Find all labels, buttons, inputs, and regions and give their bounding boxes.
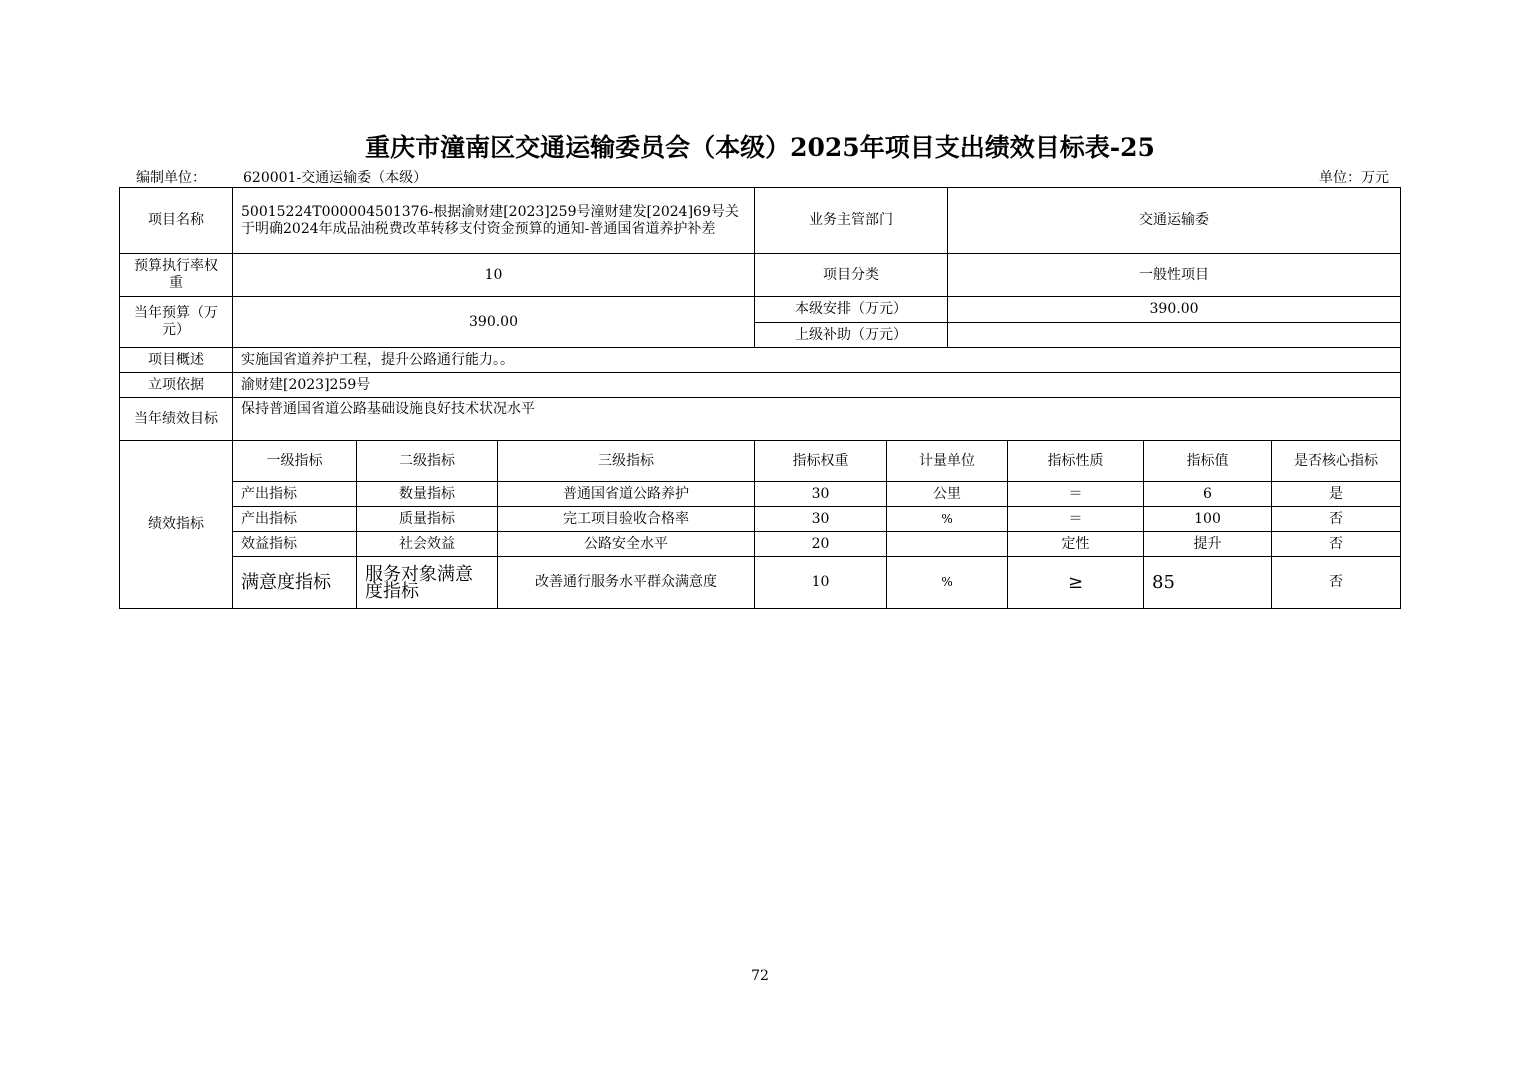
overview-value: 实施国省道养护工程，提升公路通行能力。。 [233, 348, 1401, 373]
cell-unit: 公里 [887, 482, 1008, 507]
category-label: 项目分类 [755, 254, 948, 297]
unit-value: 620001-交通运输委（本级） [243, 170, 428, 186]
cell-level2: 服务对象满意度指标 [357, 557, 498, 609]
cell-level1: 产出指标 [233, 507, 357, 532]
category-value: 一般性项目 [948, 254, 1401, 297]
indicators-label: 绩效指标 [120, 441, 233, 609]
basis-label: 立项依据 [120, 373, 233, 398]
project-name-value: 50015224T000004501376-根据渝财建[2023]259号潼财建发[2024]69号关于明确2024年成品油税费改革转移支付资金预算的通知-普通国省道养护补差 [233, 188, 755, 254]
cell-unit [887, 532, 1008, 557]
currency-unit: 单位：万元 [1319, 170, 1389, 186]
dept-value: 交通运输委 [948, 188, 1401, 254]
goal-value: 保持普通国省道公路基础设施良好技术状况水平 [233, 398, 1401, 441]
upper-value [948, 323, 1401, 348]
cell-weight: 30 [755, 507, 887, 532]
cell-nature: ＝ [1008, 482, 1144, 507]
table-row [120, 532, 1401, 557]
cell-level2: 社会效益 [357, 532, 498, 557]
table-row [120, 507, 1401, 532]
basis-value: 渝财建[2023]259号 [233, 373, 1401, 398]
cell-value: 85 [1144, 557, 1272, 609]
page-title: 重庆市潼南区交通运输委员会（本级）2025年项目支出绩效目标表-25 [365, 133, 1155, 162]
performance-table [119, 187, 1401, 609]
header-nature: 指标性质 [1008, 441, 1144, 482]
cell-level1: 满意度指标 [233, 557, 357, 609]
cell-level3: 完工项目验收合格率 [498, 507, 755, 532]
project-name-label: 项目名称 [120, 188, 233, 254]
cell-level3: 公路安全水平 [498, 532, 755, 557]
cell-weight: 30 [755, 482, 887, 507]
page-number: 72 [751, 968, 769, 984]
cell-weight: 20 [755, 532, 887, 557]
cell-level2: 数量指标 [357, 482, 498, 507]
table-row [120, 482, 1401, 507]
cell-level3: 改善通行服务水平群众满意度 [498, 557, 755, 609]
budget-label: 当年预算（万元） [120, 297, 233, 348]
header-value: 指标值 [1144, 441, 1272, 482]
cell-weight: 10 [755, 557, 887, 609]
cell-nature: ≥ [1008, 557, 1144, 609]
cell-level3: 普通国省道公路养护 [498, 482, 755, 507]
goal-label: 当年绩效目标 [120, 398, 233, 441]
cell-level2: 质量指标 [357, 507, 498, 532]
overview-label: 项目概述 [120, 348, 233, 373]
table-row [120, 557, 1401, 609]
dept-label: 业务主管部门 [755, 188, 948, 254]
cell-nature: 定性 [1008, 532, 1144, 557]
budget-value: 390.00 [233, 297, 755, 348]
cell-level1: 效益指标 [233, 532, 357, 557]
header-unit: 计量单位 [887, 441, 1008, 482]
cell-core: 否 [1272, 507, 1401, 532]
cell-unit: % [887, 507, 1008, 532]
weight-label: 预算执行率权重 [120, 254, 233, 297]
cell-level1: 产出指标 [233, 482, 357, 507]
cell-unit: % [887, 557, 1008, 609]
cell-value: 100 [1144, 507, 1272, 532]
local-label: 本级安排（万元） [755, 297, 948, 323]
cell-core: 否 [1272, 532, 1401, 557]
local-value: 390.00 [948, 297, 1401, 323]
header-level2: 二级指标 [357, 441, 498, 482]
cell-value: 6 [1144, 482, 1272, 507]
upper-label: 上级补助（万元） [755, 323, 948, 348]
header-core: 是否核心指标 [1272, 441, 1401, 482]
header-weight: 指标权重 [755, 441, 887, 482]
cell-core: 是 [1272, 482, 1401, 507]
cell-core: 否 [1272, 557, 1401, 609]
header-level3: 三级指标 [498, 441, 755, 482]
header-level1: 一级指标 [233, 441, 357, 482]
cell-value: 提升 [1144, 532, 1272, 557]
unit-label: 编制单位： [136, 170, 206, 186]
cell-nature: ＝ [1008, 507, 1144, 532]
weight-value: 10 [233, 254, 755, 297]
